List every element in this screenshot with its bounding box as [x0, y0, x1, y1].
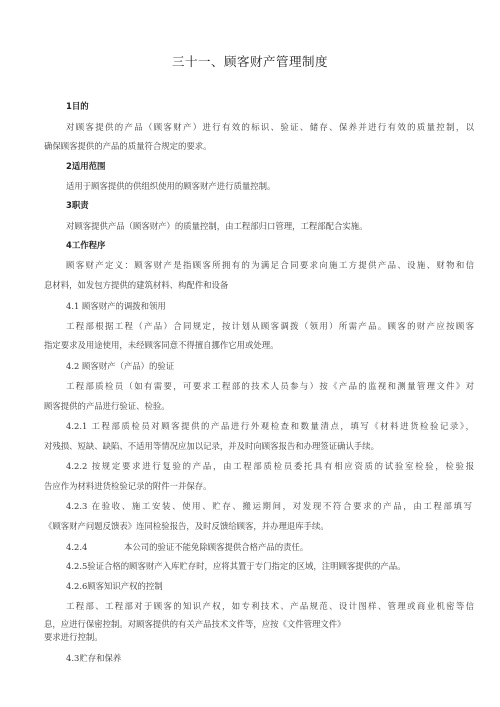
subsection-heading-4-2: 4.2 顾客财产（产品）的验证 [66, 361, 175, 371]
paragraph-line: 本公司的验证不能免除顾客提供合格产品的责任。 [124, 542, 309, 552]
paragraph-line: 工程部质检员（如有需要，可要求工程部的技术人员参与）按《产品的监视和测量管理文件》对 [66, 381, 474, 391]
section-heading-scope: 2适用范围 [66, 161, 106, 171]
document-title: 三十一、顾客财产管理制度 [171, 54, 328, 69]
paragraph-line: 适用于顾客提供的供组织使用的顾客财产进行质量控制。 [66, 181, 276, 191]
paragraph-line: 4.2.3 在验收、施工安装、使用、贮存、搬运期间，对发现不符合要求的产品，由工程部填写 [66, 501, 472, 511]
section-heading-procedure: 4工作程序 [66, 240, 106, 250]
paragraph-line: 要求进行控制。 [44, 632, 103, 642]
paragraph-line: 顾客财产定义：顾客财产是指顾客所拥有的为满足合同要求向施工方提供产品、设施、财物和信 [66, 260, 474, 270]
paragraph-line: 4.2.1 工程部质检员对顾客提供的产品进行外观检查和数量清点，填写《材料进货检验记录》， [66, 421, 474, 431]
subsection-heading-4-3: 4.3贮存和保养 [66, 653, 122, 663]
paragraph-line: 指定要求及用途使用，未经顾客同意不得擅自挪作它用或处理。 [44, 340, 279, 350]
paragraph-line: 工程部、工程部对于顾客的知识产权，如专利技术、产品规范、设计图样、管理或商业机密等信 [66, 601, 474, 611]
subsection-heading-4-2-6: 4.2.6顾客知识产权的控制 [66, 581, 163, 591]
clause-number: 4.2.4 [66, 542, 88, 552]
section-heading-purpose: 1目的 [66, 101, 89, 111]
paragraph-line: 4.2.5验证合格的顾客财产入库贮存时，应将其置于专门指定的区域，注明顾客提供的产品。 [66, 561, 406, 571]
paragraph-line: 确保顾客提供的产品的质量符合规定的要求。 [44, 141, 212, 151]
subsection-heading-4-1: 4.1 顾客财产的调拨和领用 [66, 301, 166, 311]
paragraph-line: 告应作为材料进货检验记录的附件一并保存。 [44, 481, 212, 491]
paragraph-line: 息材料，如发包方提供的建筑材料、构配件和设备 [44, 280, 229, 290]
paragraph-line: 对残损、短缺、缺陷、不适用等情况应加以记录，并及时向顾客报告和办理签证确认手续。 [44, 441, 379, 451]
paragraph-line: 息，应进行保密控制。对顾客提供的有关产品技术文件等，应按《文件管理文件》 [44, 619, 346, 629]
section-heading-responsibility: 3职责 [66, 200, 89, 210]
paragraph-line: 工程部根据工程（产品）合同规定，按计划从顾客调拨（领用）所需产品。顾客的财产应按顾客 [66, 321, 474, 331]
paragraph-line: 对顾客提供的产品（顾客财产）进行有效的标识、验证、储存、保养并进行有效的质量控制，以 [66, 122, 474, 132]
paragraph-line: 4.2.2 按规定要求进行复验的产品，由工程部质检员委托具有相应资质的试验室检验，检验报 [66, 461, 474, 471]
paragraph-line: 顾客提供的产品进行验证、检验。 [44, 401, 170, 411]
paragraph-line: 对顾客提供产品（顾客财产）的质量控制，由工程部归口管理，工程部配合实施。 [66, 221, 368, 231]
paragraph-line: 《顾客财产问题反馈表》连同检验报告，及时反馈给顾客，并办理退库手续。 [44, 521, 329, 531]
